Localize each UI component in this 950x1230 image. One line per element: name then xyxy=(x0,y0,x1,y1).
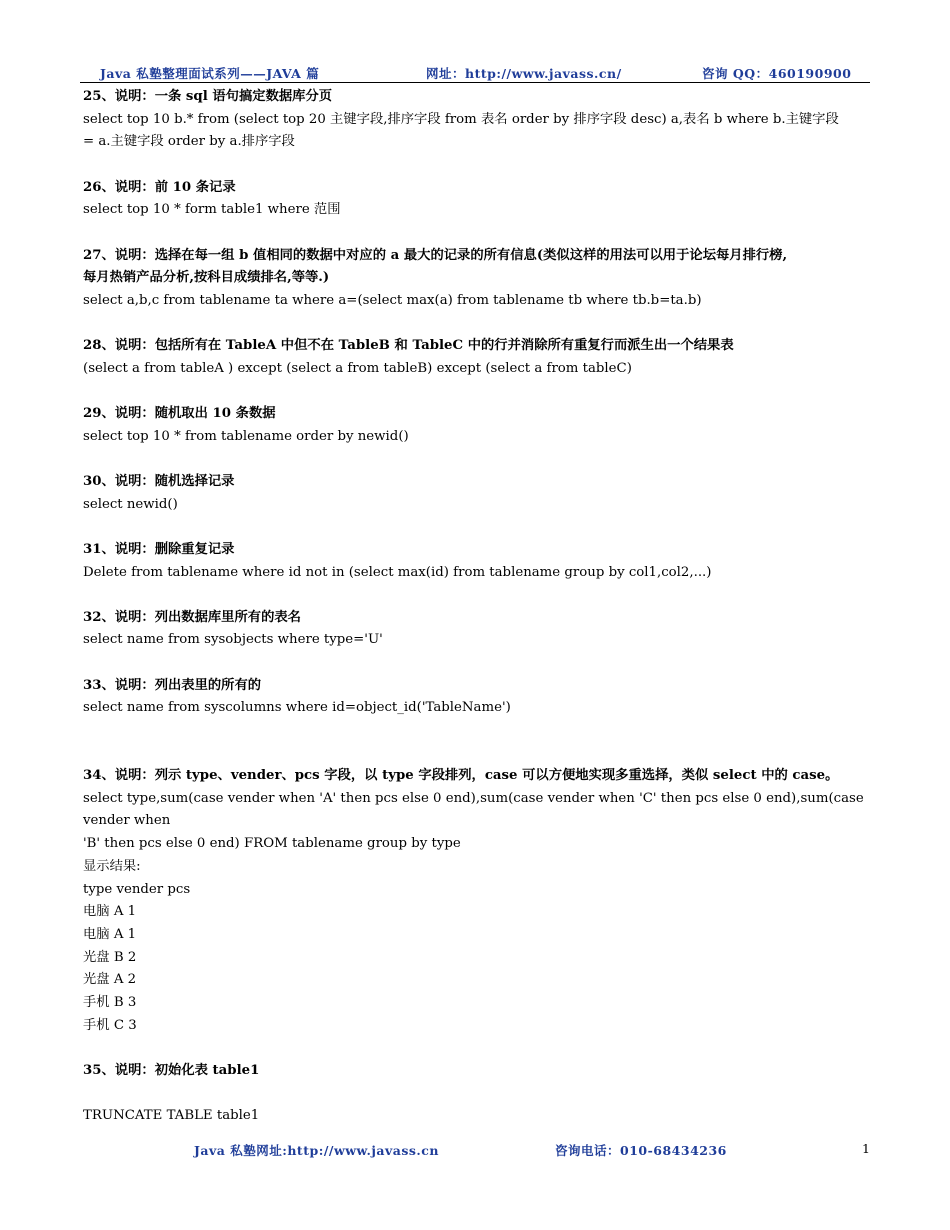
section-title: 31、说明：删除重复记录 xyxy=(83,541,235,557)
section-title: 33、说明：列出表里的所有的 xyxy=(83,677,262,693)
section-26 xyxy=(83,177,873,222)
section-30 xyxy=(83,471,873,516)
section-27 xyxy=(83,245,873,313)
section-title: 25、说明：一条 sql 语句搞定数据库分页 xyxy=(83,89,333,104)
code-line: TRUNCATE TABLE table1 xyxy=(83,1108,260,1124)
result-row: 光盘 B 2 xyxy=(83,949,137,965)
code-line: select newid() xyxy=(83,496,178,512)
code-line: select type,sum(case vender when 'A' then pcs else 0 end),sum(case vender when 'C' then pcs else 0 end),sum(case vender when xyxy=(83,790,868,829)
page-number: 1 xyxy=(862,1141,871,1156)
result-row: 手机 B 3 xyxy=(83,995,137,1011)
result-row: 手机 C 3 xyxy=(83,1017,137,1033)
header-title: Java 私塾整理面试系列——JAVA 篇 xyxy=(100,66,320,81)
section-31 xyxy=(83,539,873,584)
page-header xyxy=(80,62,870,83)
section-title: 29、说明：随机取出 10 条数据 xyxy=(83,406,276,422)
code-line: select top 10 * from tablename order by newid() xyxy=(83,428,409,444)
section-title: 30、说明：随机选择记录 xyxy=(83,473,235,489)
section-title: 35、说明：初始化表 table1 xyxy=(83,1063,260,1078)
section-35 xyxy=(83,1060,873,1128)
section-34 xyxy=(83,765,873,1037)
section-title: 27、说明：选择在每一组 b 值相同的数据中对应的 a 最大的记录的所有信息(类似这样的用法可以用于论坛每月排行榜, xyxy=(83,247,788,263)
result-label: 显示结果: xyxy=(83,858,141,874)
result-header: type vender pcs xyxy=(83,881,191,897)
header-website: 网址：http://www.javass.cn/ xyxy=(426,66,622,81)
blank-line xyxy=(83,1083,873,1106)
section-title: 32、说明：列出数据库里所有的表名 xyxy=(83,609,301,625)
code-line: select a,b,c from tablename ta where a=(select max(a) from tablename tb where tb.b=ta.b) xyxy=(83,292,702,308)
code-line: select top 10 * form table1 where 范围 xyxy=(83,202,341,218)
header-qq: 咨询 QQ：460190900 xyxy=(702,66,852,81)
result-row: 电脑 A 1 xyxy=(83,904,137,920)
section-title: 34、说明：列示 type、vender、pcs 字段，以 type 字段排列，case 可以方便地实现多重选择，类似 select 中的 case。 xyxy=(83,768,839,784)
result-row: 电脑 A 1 xyxy=(83,926,137,942)
section-25 xyxy=(83,86,873,154)
code-line: = a.主键字段 order by a.排序字段 xyxy=(83,134,295,150)
code-line: Delete from tablename where id not in (select max(id) from tablename group by col1,col2,...) xyxy=(83,564,712,580)
page-footer xyxy=(0,1141,950,1159)
section-32 xyxy=(83,607,873,652)
section-29 xyxy=(83,403,873,448)
section-title-continued: 每月热销产品分析,按科目成绩排名,等等.) xyxy=(83,270,330,286)
section-28 xyxy=(83,335,873,380)
code-line: select top 10 b.* from (select top 20 主键字段,排序字段 from 表名 order by 排序字段 desc) a,表名 b where b.主键字段 xyxy=(83,111,839,127)
section-title: 26、说明：前 10 条记录 xyxy=(83,179,236,195)
result-row: 光盘 A 2 xyxy=(83,972,137,988)
code-line: 'B' then pcs else 0 end) FROM tablename group by type xyxy=(83,836,461,852)
code-line: select name from sysobjects where type='U' xyxy=(83,632,383,648)
footer-website: Java 私塾网址:http://www.javass.cn xyxy=(194,1143,439,1158)
document-body xyxy=(83,86,873,1151)
code-line: select name from syscolumns where id=object_id('TableName') xyxy=(83,700,511,716)
section-title: 28、说明：包括所有在 TableA 中但不在 TableB 和 TableC 中的行并消除所有重复行而派生出一个结果表 xyxy=(83,338,734,354)
footer-phone: 咨询电话：010-68434236 xyxy=(555,1143,727,1158)
code-line: (select a from tableA ) except (select a from tableB) except (select a from tableC) xyxy=(83,360,632,376)
section-33 xyxy=(83,675,873,720)
